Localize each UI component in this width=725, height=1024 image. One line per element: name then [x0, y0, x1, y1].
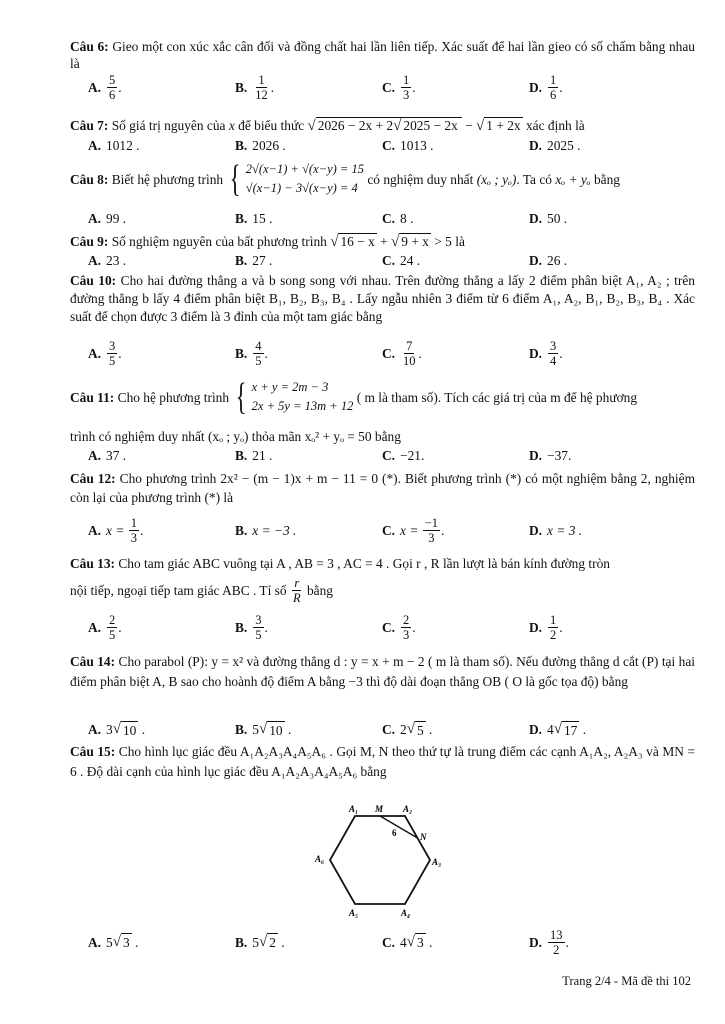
q7-option-b[interactable]: B. 2026 . [235, 138, 286, 153]
q6-option-a[interactable]: A. $\frac{5}{6}$ . [88, 72, 122, 102]
q8-answers [0, 210, 725, 227]
q8-text-c: . Ta có [516, 171, 552, 187]
q9-answers [0, 252, 725, 269]
q12-answers [0, 513, 725, 547]
q13-option-b[interactable]: B. $\frac{3}{5}$ . [235, 612, 268, 642]
q15-option-d[interactable]: D. $\frac{13}{2}$ . [529, 927, 569, 957]
q14-option-a[interactable]: A. 3 √ 10 . [88, 721, 146, 738]
question-7: Câu 7: Số giá trị nguyên của x để biểu thức √ 2026 − 2x + 2√ 2025 − 2x − √ 1 + 2x xác định là [70, 118, 585, 134]
q6-text: Gieo một con xúc xắc cân đối và đồng chất hai lần liên tiếp. Xác suất để hai lần gieo có số chấm bằng nhau là [70, 39, 695, 71]
q8-option-b[interactable]: B. 15 . [235, 211, 273, 226]
q6-label: Câu 6: [70, 39, 109, 54]
q14-text: Cho parabol (P): y = x² và đường thẳng d : y = x + m − 2 ( m là tham số). Nếu đường thẳng d cắt (P) tại hai điểm phân biệt A, B sao cho hoành độ điểm A bằng −3 thì độ dài đoạn thẳng OB ( O là gốc tọa độ) bằng [70, 654, 695, 689]
q12-label: Câu 12: [70, 471, 116, 486]
q9-option-b[interactable]: B. 27 . [235, 253, 273, 268]
q8-sum: xₒ + yₒ [555, 171, 591, 187]
q13-text-c: bằng [306, 583, 333, 598]
q12-text: Cho phương trình 2x² − (m − 1)x + m − 11 = 0 (*). Biết phương trình (*) có một nghiệm bằng 2, nghiệm còn lại của phương trình (*) là [70, 471, 695, 505]
q7-answers [0, 137, 725, 154]
vertex-a4-label: A₄ [401, 908, 411, 918]
question-15 [70, 742, 695, 782]
q11-text-b: ( m là tham số). Tích các giá trị của m để hệ phương [356, 389, 638, 405]
q8-option-c[interactable]: C. 8 . [382, 211, 414, 226]
q14-option-b[interactable]: B. 5 √ 10 . [235, 721, 292, 738]
q9-text-a: Số nghiệm nguyên của bất phương trình [111, 234, 327, 249]
question-12 [70, 469, 695, 507]
q15-option-a[interactable]: A. 5 √ 3 . [88, 933, 139, 950]
q10-text: Cho hai đường thẳng a và b song song với nhau. Trên đường thẳng a lấy 2 điểm phân biệt A₁, A₂ ; trên đường thẳng b lấy 4 điểm phân biệt B₁, B₂, B₃, B₄ . Lấy ngẫu nhiên 3 điểm từ 6 điểm A₁, A₂, B₁, B₂, B₃, B₄ . Xác suất để chọn được 3 điểm là 3 đỉnh của một tam giác bằng [70, 273, 695, 324]
q14-option-c[interactable]: C. 2 √ 5 . [382, 721, 433, 738]
q15-option-b[interactable]: B. 5 √ 2 . [235, 933, 285, 950]
q13-option-a[interactable]: A. $\frac{2}{5}$ . [88, 612, 122, 642]
hexagon-figure [312, 798, 452, 924]
q13-text-a: Cho tam giác ABC vuông tại A , AB = 3 , AC = 4 . Gọi r , R lần lượt là bán kính đường tròn [118, 556, 610, 571]
q7-label: Câu 7: [70, 118, 109, 133]
q12-option-a[interactable]: A. x = $\frac{1}{3}$ . [88, 515, 144, 545]
q10-option-a[interactable]: A. $\frac{3}{5}$ . [88, 338, 122, 368]
q9-option-d[interactable]: D. 26 . [529, 253, 568, 268]
q6-option-c[interactable]: C. $\frac{1}{3}$ . [382, 72, 416, 102]
question-13 [70, 555, 695, 572]
vertex-a2-label: A₂ [403, 804, 413, 814]
mn-length-label: 6 [392, 828, 397, 838]
page-footer: Trang 2/4 - Mã đề thi 102 [562, 974, 691, 988]
vertex-a1-label: A₁ [349, 804, 359, 814]
q8-text-a: Biết hệ phương trình [111, 171, 224, 187]
question-13-cont [70, 576, 695, 605]
q12-option-b[interactable]: B. x = −3 . [235, 522, 297, 538]
q15-option-c[interactable]: C. 4 √ 3 . [382, 933, 433, 950]
q11-answers [0, 447, 725, 464]
q6-option-b[interactable]: B. $\frac{1}{12}$ . [235, 72, 275, 102]
q7-option-a[interactable]: A. 1012 . [88, 138, 140, 153]
q6-answers [0, 70, 725, 104]
q8-option-d[interactable]: D. 50 . [529, 211, 568, 226]
q10-option-d[interactable]: D. $\frac{3}{4}$ . [529, 338, 563, 368]
question-6 [70, 38, 695, 72]
q12-option-d[interactable]: D. x = 3 . [529, 522, 583, 538]
q13-label: Câu 13: [70, 556, 116, 571]
q14-answers [0, 721, 725, 738]
q8-label: Câu 8: [70, 171, 109, 187]
q9-option-c[interactable]: C. 24 . [382, 253, 421, 268]
q7-text-c: xác định là [525, 118, 585, 133]
question-11 [70, 378, 695, 416]
q9-text-b: là [455, 234, 465, 249]
q12-option-c[interactable]: C. x = $\frac{-1}{3}$ . [382, 515, 445, 545]
q7-radical-2: 1 + 2x [486, 118, 521, 133]
question-8 [70, 160, 695, 198]
q6-option-d[interactable]: D. $\frac{1}{6}$ . [529, 72, 563, 102]
vertex-a3-label: A₃ [432, 857, 442, 867]
q11-text-a: Cho hệ phương trình [117, 389, 230, 405]
question-9: Câu 9: Số nghiệm nguyên của bất phương trình √ 16 − x + √ 9 + x > 5 là [70, 234, 465, 250]
q11-option-c[interactable]: C. −21. [382, 448, 425, 463]
q15-text: Cho hình lục giác đều A₁A₂A₃A₄A₅A₆ . Gọi M, N theo thứ tự là trung điểm các cạnh A₁A₂, A₂A₃ và MN = 6 . Độ dài cạnh của hình lục giác đều A₁A₂A₃A₄A₅A₆ bằng [70, 744, 695, 779]
q11-text-c: trình có nghiệm duy nhất (xₒ ; yₒ) thỏa mãn xₒ² + yₒ = 50 bằng [70, 429, 401, 444]
q9-label: Câu 9: [70, 234, 109, 249]
q8-option-a[interactable]: A. 99 . [88, 211, 127, 226]
q15-answers [0, 925, 725, 959]
q8-system: { 2√(x−1) + √(x−y) = 15 √(x−1) − 3√(x−y) = 4 [230, 158, 364, 200]
q9-radical-2: 9 + x [401, 234, 429, 249]
point-m-label: M [375, 804, 384, 814]
q7-text-b: để biểu thức [238, 118, 305, 133]
q7-option-c[interactable]: C. 1013 . [382, 138, 434, 153]
q11-option-d[interactable]: D. −37. [529, 448, 572, 463]
q14-option-d[interactable]: D. 4 √ 17 . [529, 721, 587, 738]
q10-label: Câu 10: [70, 273, 117, 288]
point-n-label: N [420, 832, 427, 842]
q10-option-b[interactable]: B. $\frac{4}{5}$ . [235, 338, 268, 368]
question-11-cont [70, 428, 695, 445]
q11-label: Câu 11: [70, 389, 115, 405]
question-14 [70, 652, 695, 691]
q9-ineq: > 5 [434, 234, 452, 249]
q11-system: { x + y = 2m − 3 2x + 5y = 13m + 12 [236, 376, 354, 418]
q8-text-b: có nghiệm duy nhất [367, 171, 474, 187]
vertex-a6-label: A₆ [315, 854, 325, 864]
q11-option-a[interactable]: A. 37 . [88, 448, 127, 463]
q7-option-d[interactable]: D. 2025 . [529, 138, 581, 153]
q7-text-a: Số giá trị nguyên của [111, 118, 226, 133]
q14-label: Câu 14: [70, 654, 116, 669]
q9-option-a[interactable]: A. 23 . [88, 253, 127, 268]
q15-label: Câu 15: [70, 744, 116, 759]
hexagon-shape [330, 816, 430, 904]
q8-pair: (xₒ ; yₒ) [476, 171, 517, 187]
q13-option-d[interactable]: D. $\frac{1}{2}$ . [529, 612, 563, 642]
q11-option-b[interactable]: B. 21 . [235, 448, 273, 463]
q13-option-c[interactable]: C. $\frac{2}{3}$ . [382, 612, 416, 642]
q7-var: x [228, 118, 235, 133]
q8-text-d: bằng [593, 171, 620, 187]
q10-option-c[interactable]: C. $\frac{7}{10}$ . [382, 338, 422, 368]
q10-answers [0, 336, 725, 370]
q13-answers [0, 610, 725, 644]
q9-radical-1: 16 − x [340, 234, 375, 249]
q7-radical: 2026 − 2x + 2√ 2025 − 2x [316, 117, 462, 133]
question-10 [70, 272, 695, 326]
q13-ratio: $\frac{r}{R}$ [292, 576, 301, 605]
q13-text-b: nội tiếp, ngoại tiếp tam giác ABC . Tỉ số [70, 583, 287, 598]
vertex-a5-label: A₅ [349, 908, 359, 918]
